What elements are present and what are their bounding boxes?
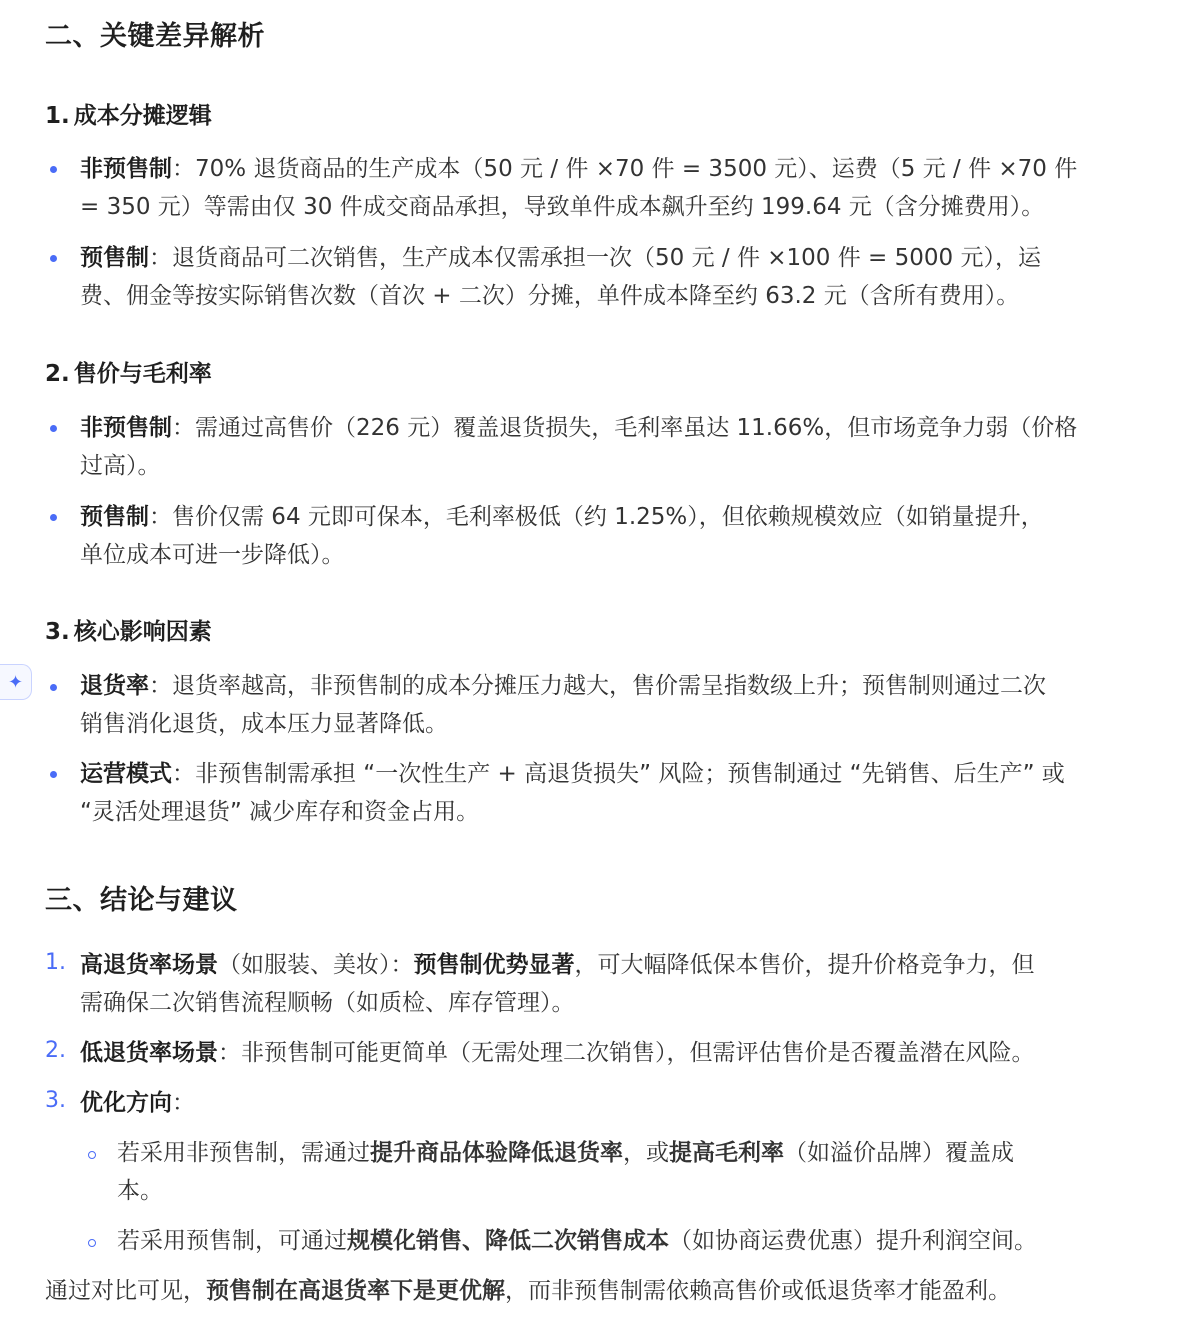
sub-bullet-circle xyxy=(88,1151,96,1159)
subheading-number: 2. xyxy=(45,361,70,387)
list-item xyxy=(80,150,1155,226)
item-colon: ： xyxy=(149,504,172,530)
subitem-emphasis: 提高毛利率 xyxy=(669,1140,784,1166)
subheading-core-factors xyxy=(45,613,212,646)
subitem-text: 若采用非预售制，需通过 xyxy=(117,1140,370,1166)
item-text: 售价仅需 64 元即可保本，毛利率极低（约 1.25%），但依赖规模效应（如销量提升， xyxy=(172,504,1044,530)
list-item xyxy=(80,239,1155,315)
bullet-dot xyxy=(50,514,57,521)
item-label: 非预售制 xyxy=(80,415,172,441)
ordered-number: 3. xyxy=(45,1088,66,1113)
item-text-continued: 需确保二次销售流程顺畅（如质检、库存管理）。 xyxy=(80,990,575,1016)
item-colon: ： xyxy=(149,673,172,699)
ordered-item xyxy=(80,946,1155,1022)
section-heading-conclusion: 三、结论与建议 xyxy=(45,885,238,916)
item-text: 需通过高售价（226 元）覆盖退货损失，毛利率虽达 11.66%，但市场竞争力弱（价格 xyxy=(195,415,1078,441)
item-label: 运营模式 xyxy=(80,761,172,787)
item-text: 退货率越高，非预售制的成本分摊压力越大，售价需呈指数级上升；预售制则通过二次 xyxy=(172,673,1046,699)
subitem-text: 若采用预售制，可通过 xyxy=(117,1228,347,1254)
item-text: 非预售制需承担 “一次性生产 + 高退货损失” 风险；预售制通过 “先销售、后生产” 或 xyxy=(195,761,1065,787)
item-text: 70% 退货商品的生产成本（50 元 / 件 ×70 件 = 3500 元）、运费（5 元 / 件 ×70 件 xyxy=(195,156,1078,182)
item-colon: ： xyxy=(172,415,195,441)
ai-assist-button[interactable] xyxy=(0,664,32,700)
subheading-text: 核心影响因素 xyxy=(73,619,212,645)
item-text-continued: 过高）。 xyxy=(80,453,161,479)
sub-list-item xyxy=(117,1134,1117,1210)
subitem-emphasis: 规模化销售、降低二次销售成本 xyxy=(347,1228,669,1254)
list-item xyxy=(80,667,1155,743)
list-item xyxy=(80,409,1155,485)
item-text: ，可大幅降低保本售价，提升价格竞争力，但 xyxy=(574,952,1035,978)
item-label: 低退货率场景 xyxy=(80,1040,218,1066)
item-label: 退货率 xyxy=(80,673,149,699)
subheading-cost-allocation xyxy=(45,97,212,130)
item-text-continued: = 350 元）等需由仅 30 件成交商品承担，导致单件成本飙升至约 199.64 元（含分摊费用）。 xyxy=(80,194,1045,220)
ordered-item xyxy=(80,1084,1155,1122)
bullet-dot xyxy=(50,255,57,262)
item-text-continued: “灵活处理退货” 减少库存和资金占用。 xyxy=(80,799,480,825)
item-label: 非预售制 xyxy=(80,156,172,182)
bullet-dot xyxy=(50,166,57,173)
conclusion-text: ，而非预售制需依赖高售价或低退货率才能盈利。 xyxy=(505,1278,1011,1304)
subheading-number: 1. xyxy=(45,103,70,129)
sub-bullet-circle xyxy=(88,1239,96,1247)
item-label: 预售制 xyxy=(80,245,149,271)
item-label: 预售制 xyxy=(80,504,149,530)
sub-list-item xyxy=(117,1222,1117,1260)
item-colon: ： xyxy=(218,1040,241,1066)
subheading-number: 3. xyxy=(45,619,70,645)
item-text-continued: 销售消化退货，成本压力显著降低。 xyxy=(80,711,448,737)
item-colon: ： xyxy=(172,156,195,182)
sparkle-icon: ✦ xyxy=(7,671,24,693)
item-emphasis: 预售制优势显著 xyxy=(413,952,575,978)
item-text: （如服装、美妆）： xyxy=(218,952,414,978)
conclusion-emphasis: 预售制在高退货率下是更优解 xyxy=(206,1278,505,1304)
subitem-text: ，或 xyxy=(623,1140,669,1166)
ordered-number: 2. xyxy=(45,1038,66,1063)
ordered-number: 1. xyxy=(45,950,66,975)
bullet-dot xyxy=(50,425,57,432)
conclusion-paragraph xyxy=(45,1272,1155,1310)
list-item xyxy=(80,498,1155,574)
subheading-price-margin xyxy=(45,355,212,388)
item-colon: ： xyxy=(149,245,172,271)
subitem-text-continued: 本。 xyxy=(117,1178,163,1204)
item-text-continued: 费、佣金等按实际销售次数（首次 + 二次）分摊，单件成本降至约 63.2 元（含所有费用）。 xyxy=(80,283,1020,309)
bullet-dot xyxy=(50,684,57,691)
item-label: 优化方向 xyxy=(80,1090,172,1116)
item-colon: ： xyxy=(172,1090,195,1116)
item-colon: ： xyxy=(172,761,195,787)
subitem-emphasis: 提升商品体验降低退货率 xyxy=(370,1140,623,1166)
subheading-text: 成本分摊逻辑 xyxy=(73,103,212,129)
list-item xyxy=(80,755,1155,831)
item-text-continued: 单位成本可进一步降低）。 xyxy=(80,542,345,568)
bullet-dot xyxy=(50,771,57,778)
subitem-text: （如协商运费优惠）提升利润空间。 xyxy=(669,1228,1037,1254)
item-text: 退货商品可二次销售，生产成本仅需承担一次（50 元 / 件 ×100 件 = 5000 元），运 xyxy=(172,245,1041,271)
ordered-item xyxy=(80,1034,1155,1072)
section-heading-key-differences: 二、关键差异解析 xyxy=(45,21,265,52)
item-text: 非预售制可能更简单（无需处理二次销售），但需评估售价是否覆盖潜在风险。 xyxy=(241,1040,1035,1066)
item-label: 高退货率场景 xyxy=(80,952,218,978)
subheading-text: 售价与毛利率 xyxy=(73,361,212,387)
conclusion-text: 通过对比可见， xyxy=(45,1278,206,1304)
subitem-text: （如溢价品牌）覆盖成 xyxy=(784,1140,1014,1166)
